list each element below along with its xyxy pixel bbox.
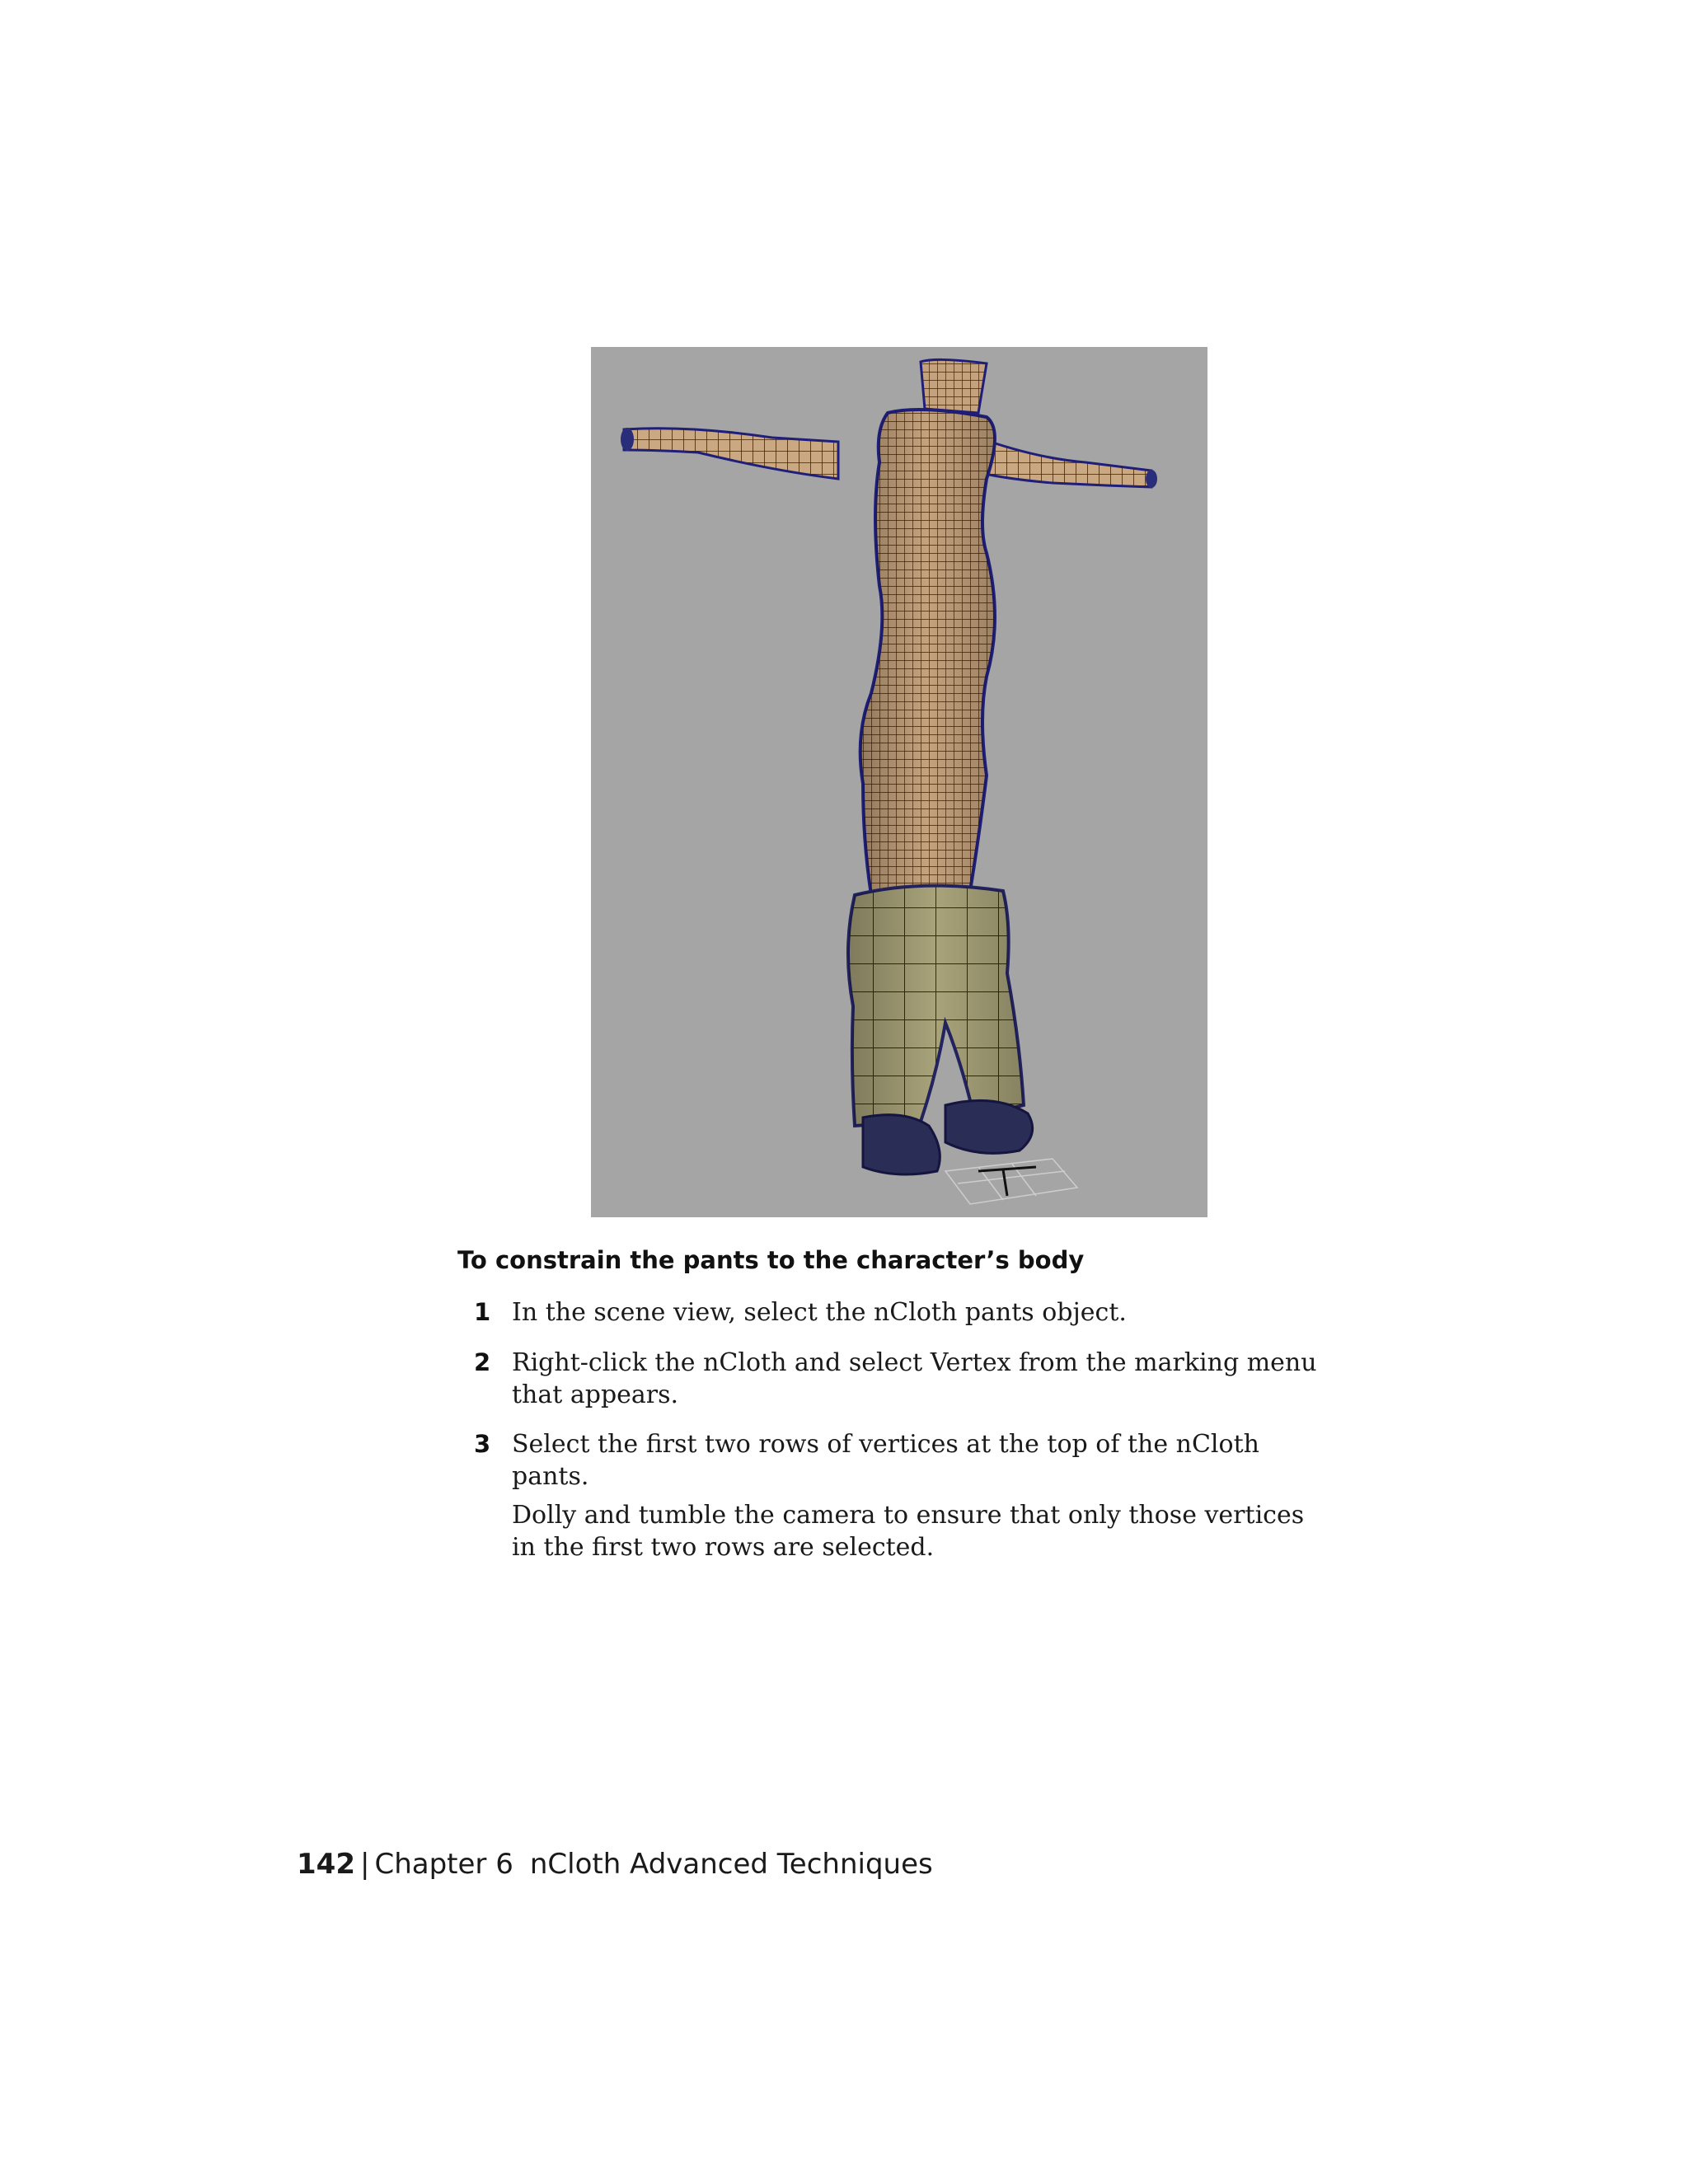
torso-mesh xyxy=(860,359,995,895)
step-text: Right-click the nCloth and select Vertex from the marking menu that appears. xyxy=(512,1348,1317,1409)
ground-grid xyxy=(945,1159,1077,1204)
step-number: 3 xyxy=(474,1430,491,1458)
step-number: 1 xyxy=(474,1298,491,1326)
step-note: Dolly and tumble the camera to ensure that only those vertices in the first two rows are selected. xyxy=(512,1501,1305,1562)
chapter-title: nCloth Advanced Techniques xyxy=(529,1848,933,1881)
procedure-step xyxy=(457,1347,1331,1411)
step-text: In the scene view, select the nCloth pants object. xyxy=(512,1298,1127,1327)
character-render xyxy=(591,347,1207,1217)
ncloth-pants-mesh xyxy=(848,886,1024,1126)
footer-separator: | xyxy=(359,1848,370,1881)
page-footer xyxy=(297,1848,933,1881)
procedure-step xyxy=(457,1428,1331,1563)
page-number: 142 xyxy=(297,1848,355,1881)
step-number: 2 xyxy=(474,1348,491,1376)
pivot-manipulator xyxy=(978,1167,1036,1196)
step-text: Select the first two rows of vertices at the top of the nCloth pants. xyxy=(512,1430,1259,1491)
chapter-label: Chapter 6 xyxy=(374,1848,513,1881)
procedure-step xyxy=(457,1296,1331,1329)
procedure-heading: To constrain the pants to the character’s body xyxy=(457,1246,1085,1274)
scene-figure xyxy=(591,347,1207,1217)
